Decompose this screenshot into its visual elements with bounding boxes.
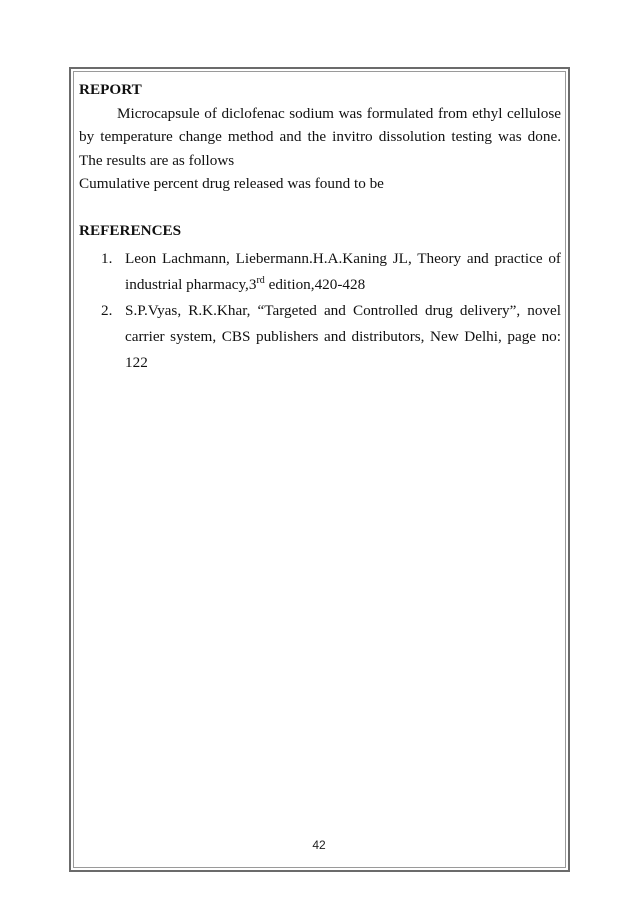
references-list — [79, 246, 561, 376]
document-body — [79, 78, 561, 376]
reference-number-1: 1. — [101, 250, 113, 267]
reference-1-text: Leon Lachmann, Liebermann.H.A.Kaning JL, Theory and practice of industrial pharmacy,3 — [125, 250, 561, 293]
reference-item-1 — [79, 246, 561, 298]
reference-1-superscript: rd — [256, 275, 265, 286]
section-spacer — [79, 196, 561, 219]
reference-number-2: 2. — [101, 302, 113, 319]
reference-item-2 — [79, 298, 561, 376]
references-heading: REFERENCES — [79, 221, 182, 239]
reference-2-text: S.P.Vyas, R.K.Khar, “Targeted and Controlled drug delivery”, novel carrier system, CBS publishers and distributors, New Delhi, page no: 122 — [125, 302, 561, 371]
report-result-line: Cumulative percent drug released was found to be — [79, 175, 384, 192]
report-paragraph: Microcapsule of diclofenac sodium was formulated from ethyl cellulose by temperature change method and the invitro dissolution testing was done. The results are as follows — [79, 104, 561, 169]
page-number: 42 — [312, 838, 326, 852]
report-heading: REPORT — [79, 81, 142, 98]
reference-1-text-end: edition,420-428 — [264, 276, 366, 293]
